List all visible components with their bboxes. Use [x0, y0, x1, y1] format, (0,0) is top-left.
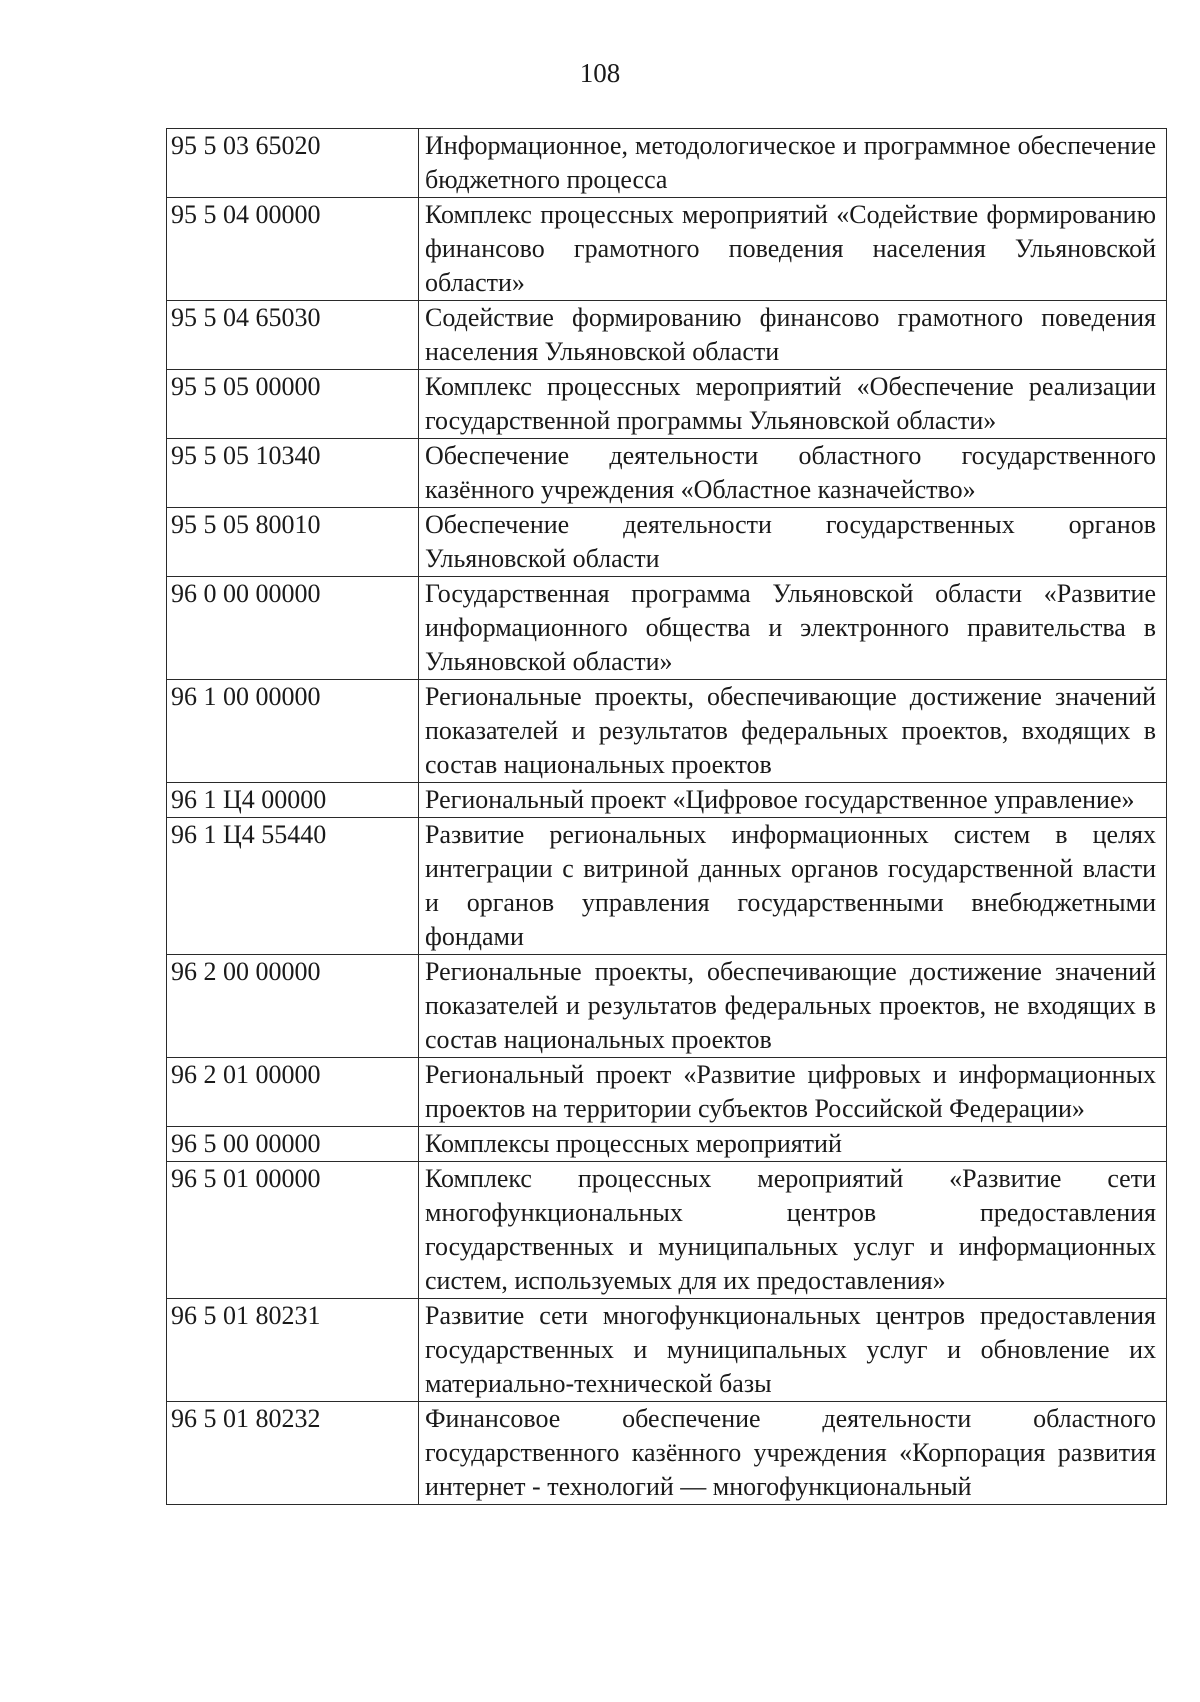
table-row: [167, 439, 1167, 508]
row-code: 96 1 Ц4 00000: [167, 783, 419, 818]
row-description: Развитие региональных информационных систем в целях интеграции с витриной данных органов государственной власти и органов управления государственными внебюджетными фондами: [419, 818, 1167, 955]
row-code: 95 5 03 65020: [167, 129, 419, 198]
table-row: [167, 508, 1167, 577]
row-description: Государственная программа Ульяновской области «Развитие информационного общества и электронного правительства в Ульяновской области»: [419, 577, 1167, 680]
table-row: [167, 818, 1167, 955]
row-description: Содействие формированию финансово грамотного поведения населения Ульяновской области: [419, 301, 1167, 370]
row-description: Региональные проекты, обеспечивающие достижение значений показателей и результатов федеральных проектов, не входящих в состав национальных проектов: [419, 955, 1167, 1058]
row-code: 95 5 05 10340: [167, 439, 419, 508]
row-description: Обеспечение деятельности областного государственного казённого учреждения «Областное казначейство»: [419, 439, 1167, 508]
table-row: [167, 370, 1167, 439]
row-description: Комплекс процессных мероприятий «Развитие сети многофункциональных центров предоставления государственных и муниципальных услуг и информационных систем, используемых для их предоставления»: [419, 1162, 1167, 1299]
table-row: [167, 301, 1167, 370]
row-description: Развитие сети многофункциональных центров предоставления государственных и муниципальных услуг и обновление их материально-технической базы: [419, 1299, 1167, 1402]
row-description: Обеспечение деятельности государственных органов Ульяновской области: [419, 508, 1167, 577]
table-row: [167, 1402, 1167, 1505]
row-code: 95 5 05 80010: [167, 508, 419, 577]
row-description: Комплекс процессных мероприятий «Обеспечение реализации государственной программы Ульяновской области»: [419, 370, 1167, 439]
row-code: 96 5 01 80232: [167, 1402, 419, 1505]
row-code: 96 5 01 80231: [167, 1299, 419, 1402]
row-description: Информационное, методологическое и программное обеспечение бюджетного процесса: [419, 129, 1167, 198]
row-code: 96 1 Ц4 55440: [167, 818, 419, 955]
row-description: Региональный проект «Развитие цифровых и информационных проектов на территории субъектов Российской Федерации»: [419, 1058, 1167, 1127]
table-row: [167, 1299, 1167, 1402]
row-description: Региональный проект «Цифровое государственное управление»: [419, 783, 1167, 818]
table-row: [167, 129, 1167, 198]
row-code: 96 2 00 00000: [167, 955, 419, 1058]
row-description: Региональные проекты, обеспечивающие достижение значений показателей и результатов федеральных проектов, входящих в состав национальных проектов: [419, 680, 1167, 783]
row-code: 95 5 04 65030: [167, 301, 419, 370]
table-row: [167, 577, 1167, 680]
budget-classification-table: [166, 128, 1167, 1505]
row-code: 95 5 04 00000: [167, 198, 419, 301]
page-number: 108: [579, 58, 621, 88]
row-description: Комплекс процессных мероприятий «Содействие формированию финансово грамотного поведения населения Ульяновской области»: [419, 198, 1167, 301]
row-code: 96 1 00 00000: [167, 680, 419, 783]
table-row: [167, 680, 1167, 783]
table-row: [167, 198, 1167, 301]
table-row: [167, 1127, 1167, 1162]
table-row: [167, 783, 1167, 818]
row-description: Комплексы процессных мероприятий: [419, 1127, 1167, 1162]
table-row: [167, 1162, 1167, 1299]
row-code: 96 0 00 00000: [167, 577, 419, 680]
row-code: 96 5 01 00000: [167, 1162, 419, 1299]
row-code: 95 5 05 00000: [167, 370, 419, 439]
table-row: [167, 955, 1167, 1058]
row-code: 96 5 00 00000: [167, 1127, 419, 1162]
table-row: [167, 1058, 1167, 1127]
row-code: 96 2 01 00000: [167, 1058, 419, 1127]
row-description: Финансовое обеспечение деятельности областного государственного казённого учреждения «Корпорация развития интернет - технологий — многофункциональный: [419, 1402, 1167, 1505]
